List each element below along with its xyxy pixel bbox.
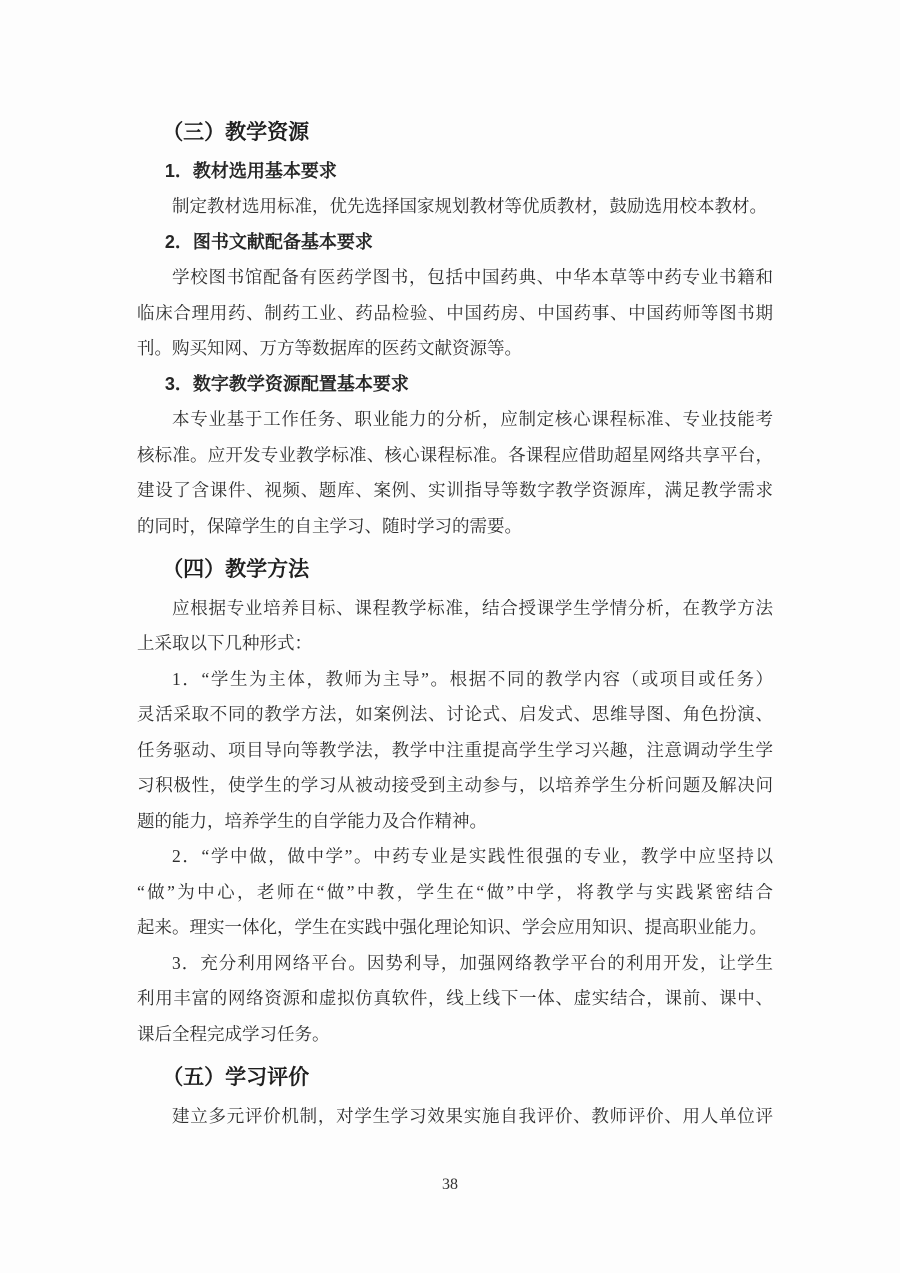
text-line: 题的能力，培养学生的自学能力及合作精神。 <box>137 810 487 831</box>
sub-heading: 1．教材选用基本要求 <box>164 160 337 181</box>
text-line: 任务驱动、项目导向等教学法，教学中注重提高学生学习兴趣，注意调动学生学 <box>137 739 773 760</box>
text-line: 上采取以下几种形式： <box>137 633 312 653</box>
paragraph <box>137 662 773 840</box>
text-line: 学校图书馆配备有医药学图书，包括中国药典、中华本草等中药专业书籍和 <box>172 267 773 287</box>
text-line: 刊。购买知网、万方等数据库的医药文献资源等。 <box>137 338 522 358</box>
text-line: 利用丰富的网络资源和虚拟仿真软件，线上线下一体、虚实结合，课前、课中、 <box>137 988 773 1008</box>
text-line: 2．“学中做，做中学”。中药专业是实践性很强的专业，教学中应坚持以 <box>172 846 773 866</box>
page-number: 38 <box>442 1176 458 1193</box>
paragraph <box>137 402 773 544</box>
sub-heading: 3．数字教学资源配置基本要求 <box>164 373 409 394</box>
text-line: 3．充分利用网络平台。因势利导，加强网络教学平台的利用开发，让学生 <box>172 952 773 973</box>
paragraph <box>137 189 773 225</box>
text-line: 的同时，保障学生的自主学习、随时学习的需要。 <box>137 515 522 536</box>
text-line: 建设了含课件、视频、题库、案例、实训指导等数字教学资源库，满足教学需求 <box>137 480 773 500</box>
text-line: 临床合理用药、制药工业、药品检验、中国药房、中国药事、中国药师等图书期 <box>137 302 773 323</box>
section-heading: （五）学习评价 <box>162 1066 310 1089</box>
paragraph <box>137 1099 773 1135</box>
paragraph <box>137 946 773 1053</box>
text-line: 习积极性，使学生的学习从被动接受到主动参与，以培养学生分析问题及解决问 <box>137 775 773 795</box>
paragraph <box>137 260 773 367</box>
section-heading: （三）教学资源 <box>162 121 310 144</box>
text-line: 制定教材选用标准，优先选择国家规划教材等优质教材，鼓励选用校本教材。 <box>172 196 767 216</box>
text-line: 课后全程完成学习任务。 <box>137 1023 330 1044</box>
text-line: 应根据专业培养目标、课程教学标准，结合授课学生学情分析，在教学方法 <box>172 597 773 618</box>
text-line: 灵活采取不同的教学方法，如案例法、讨论式、启发式、思维导图、角色扮演、 <box>137 704 773 724</box>
text-line: 本专业基于工作任务、职业能力的分析，应制定核心课程标准、专业技能考 <box>172 409 773 429</box>
text-line: 起来。理实一体化，学生在实践中强化理论知识、学会应用知识、提高职业能力。 <box>137 917 767 937</box>
paragraph <box>137 839 773 946</box>
section-heading: （四）教学方法 <box>162 558 310 581</box>
document-content <box>137 107 773 1134</box>
text-line: “做”为中心，老师在“做”中教，学生在“做”中学，将教学与实践紧密结合 <box>137 881 773 902</box>
text-line: 1．“学生为主体，教师为主导”。根据不同的教学内容（或项目或任务） <box>172 668 773 689</box>
text-line: 核标准。应开发专业教学标准、核心课程标准。各课程应借助超星网络共享平台， <box>137 444 773 465</box>
text-line: 建立多元评价机制，对学生学习效果实施自我评价、教师评价、用人单位评 <box>172 1105 773 1126</box>
sub-heading: 2．图书文献配备基本要求 <box>164 231 373 252</box>
paragraph <box>137 591 773 662</box>
